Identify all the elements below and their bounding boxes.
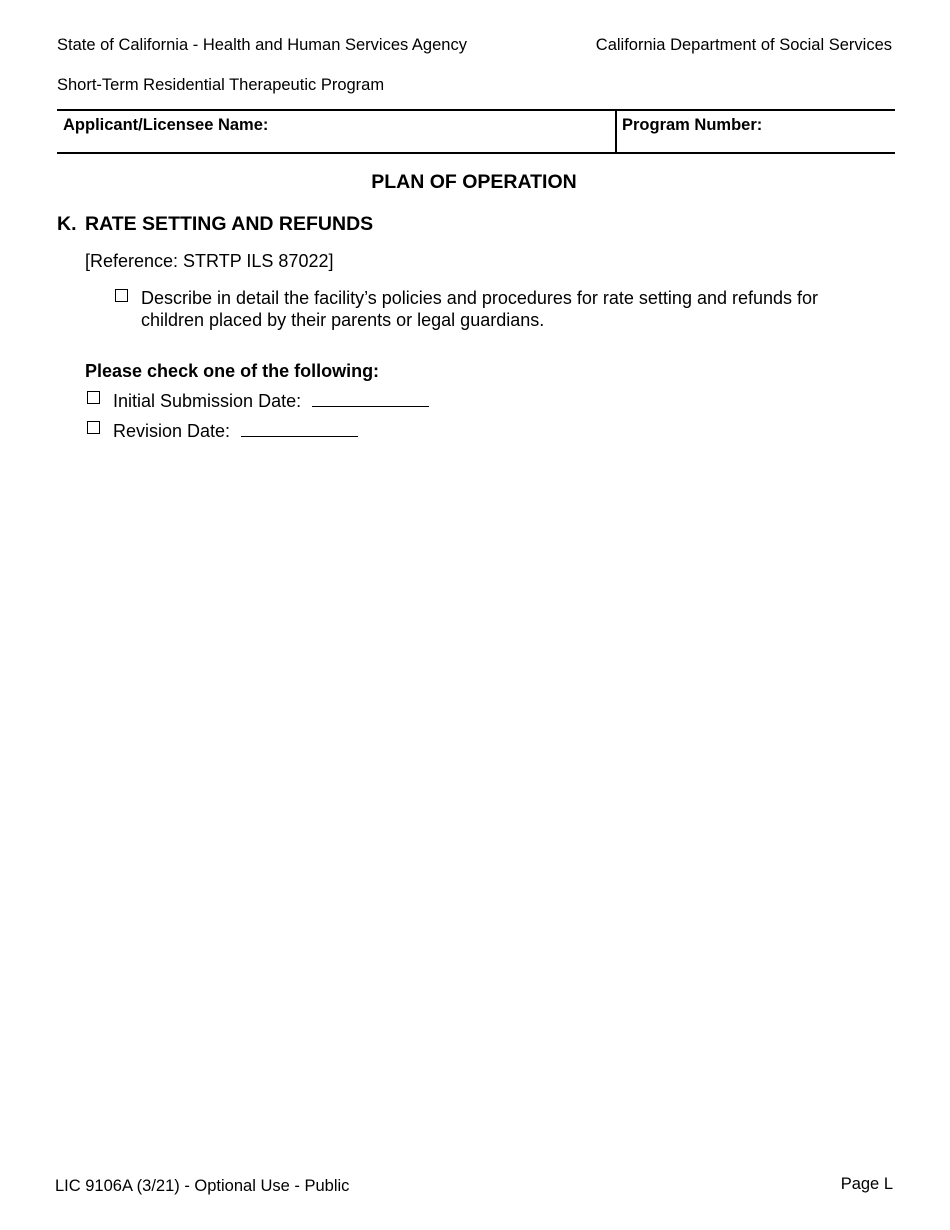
check-prompt: Please check one of the following: bbox=[85, 361, 380, 381]
page-title: PLAN OF OPERATION bbox=[371, 171, 577, 193]
page-number: Page L bbox=[840, 1175, 893, 1193]
agency-name: State of California - Health and Human Services Agency bbox=[57, 36, 467, 54]
department-name: California Department of Social Services bbox=[595, 36, 892, 54]
applicant-name-label: Applicant/Licensee Name: bbox=[63, 116, 269, 134]
table-divider bbox=[615, 111, 617, 152]
initial-submission-label: Initial Submission Date: bbox=[113, 391, 302, 411]
instruction-checkbox[interactable] bbox=[115, 289, 128, 302]
revision-row bbox=[113, 419, 358, 442]
program-number-label: Program Number: bbox=[622, 116, 763, 134]
section-heading: RATE SETTING AND REFUNDS bbox=[85, 213, 374, 235]
initial-submission-row bbox=[113, 389, 429, 412]
form-id: LIC 9106A (3/21) - Optional Use - Public bbox=[55, 1177, 350, 1195]
initial-submission-checkbox[interactable] bbox=[87, 391, 100, 404]
instruction-text: Describe in detail the facility’s policies and procedures for rate setting and refunds for children placed by their parents or legal guardians. bbox=[141, 288, 819, 330]
revision-label: Revision Date: bbox=[113, 421, 231, 441]
applicant-info-table bbox=[57, 109, 895, 154]
revision-date-field[interactable] bbox=[241, 419, 358, 437]
revision-checkbox[interactable] bbox=[87, 421, 100, 434]
initial-submission-date-field[interactable] bbox=[312, 389, 429, 407]
section-letter: K. bbox=[57, 213, 77, 235]
program-name: Short-Term Residential Therapeutic Program bbox=[57, 76, 385, 94]
reference-text: [Reference: STRTP ILS 87022] bbox=[85, 251, 334, 271]
